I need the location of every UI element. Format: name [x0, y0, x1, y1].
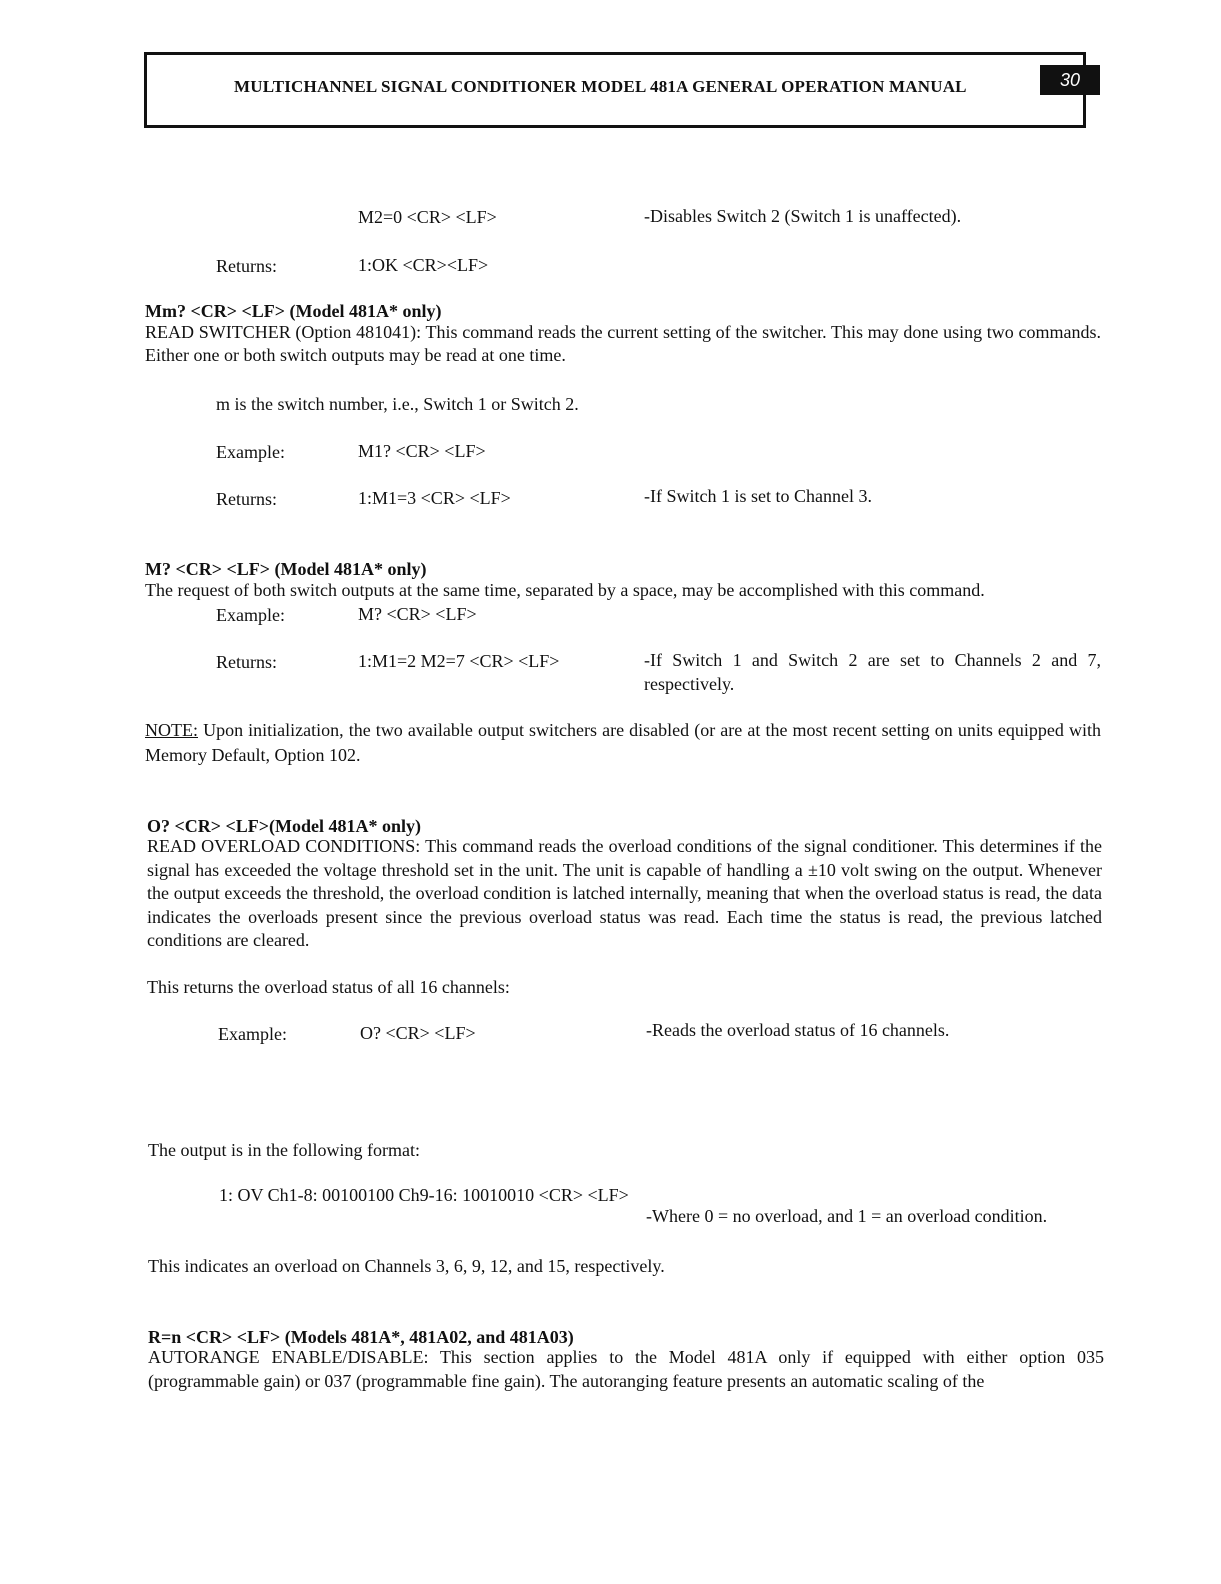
format-line: 1: OV Ch1-8: 00100100 Ch9-16: 10010010 <CR> <LF> [219, 1185, 629, 1205]
param-description: m is the switch number, i.e., Switch 1 or Switch 2. [216, 394, 579, 414]
example-label: Example: [216, 605, 285, 625]
example-value: M1? <CR> <LF> [358, 441, 486, 461]
command-m2-desc: -Disables Switch 2 (Switch 1 is unaffected). [644, 206, 962, 226]
example-label: Example: [216, 442, 285, 462]
returns-all-text: This returns the overload status of all 16 channels: [147, 977, 510, 997]
returns-value: 1:OK <CR><LF> [358, 255, 489, 275]
overload-indication: This indicates an overload on Channels 3, 6, 9, 12, and 15, respectively. [148, 1256, 665, 1276]
returns-description: -If Switch 1 and Switch 2 are set to Channels 2 and 7, respectively. [644, 650, 1101, 694]
section-heading-r: R=n <CR> <LF> (Models 481A*, 481A02, and 481A03) [148, 1327, 574, 1347]
format-intro: The output is in the following format: [148, 1140, 420, 1160]
note-paragraph [145, 718, 1101, 768]
example-description: -Reads the overload status of 16 channels. [646, 1020, 950, 1040]
returns-value: 1:M1=3 <CR> <LF> [358, 488, 511, 508]
section-body-r: AUTORANGE ENABLE/DISABLE: This section applies to the Model 481A only if equipped with either option 035 (programmable gain) or 037 (programmable fine gain). The autoranging feature presents an automatic scaling of the [148, 1347, 1104, 1391]
command-m2-disable: M2=0 <CR> <LF> [358, 207, 497, 227]
returns-label: Returns: [216, 489, 277, 509]
section-body-o: READ OVERLOAD CONDITIONS: This command reads the overload conditions of the signal conditioner. This determines if the signal has exceeded the voltage threshold set in the unit. The unit is capable of handling a ±10 volt swing on the output. Whenever the output exceeds the threshold, the overload condition is latched internally, meaning that when the overload status is read, the data indicates the overloads present since the previous overload status was read. Each time the status is read, the previous latched conditions are cleared. [147, 836, 1102, 950]
format-description: -Where 0 = no overload, and 1 = an overload condition. [646, 1206, 1048, 1226]
returns-label: Returns: [216, 256, 277, 276]
returns-description: -If Switch 1 is set to Channel 3. [644, 486, 872, 506]
section-heading-mm: Mm? <CR> <LF> (Model 481A* only) [145, 301, 442, 321]
note-label: NOTE: [145, 720, 198, 740]
page-header-title: MULTICHANNEL SIGNAL CONDITIONER MODEL 481A GENERAL OPERATION MANUAL [234, 77, 967, 96]
example-value: M? <CR> <LF> [358, 604, 477, 624]
note-text: Upon initialization, the two available output switchers are disabled (or are at the most recent setting on units equipped with Memory Default, Option 102. [145, 720, 1101, 765]
section-body-mm: READ SWITCHER (Option 481041): This command reads the current setting of the switcher. This may done using two commands. Either one or both switch outputs may be read at one time. [145, 322, 1101, 365]
section-body-m: The request of both switch outputs at the same time, separated by a space, may be accomplished with this command. [145, 580, 985, 600]
page-number: 30 [1040, 65, 1100, 95]
section-heading-o: O? <CR> <LF>(Model 481A* only) [147, 816, 422, 836]
example-value: O? <CR> <LF> [360, 1023, 476, 1043]
returns-label: Returns: [216, 652, 277, 672]
returns-value: 1:M1=2 M2=7 <CR> <LF> [358, 651, 560, 671]
section-heading-m: M? <CR> <LF> (Model 481A* only) [145, 559, 427, 579]
example-label: Example: [218, 1024, 287, 1044]
